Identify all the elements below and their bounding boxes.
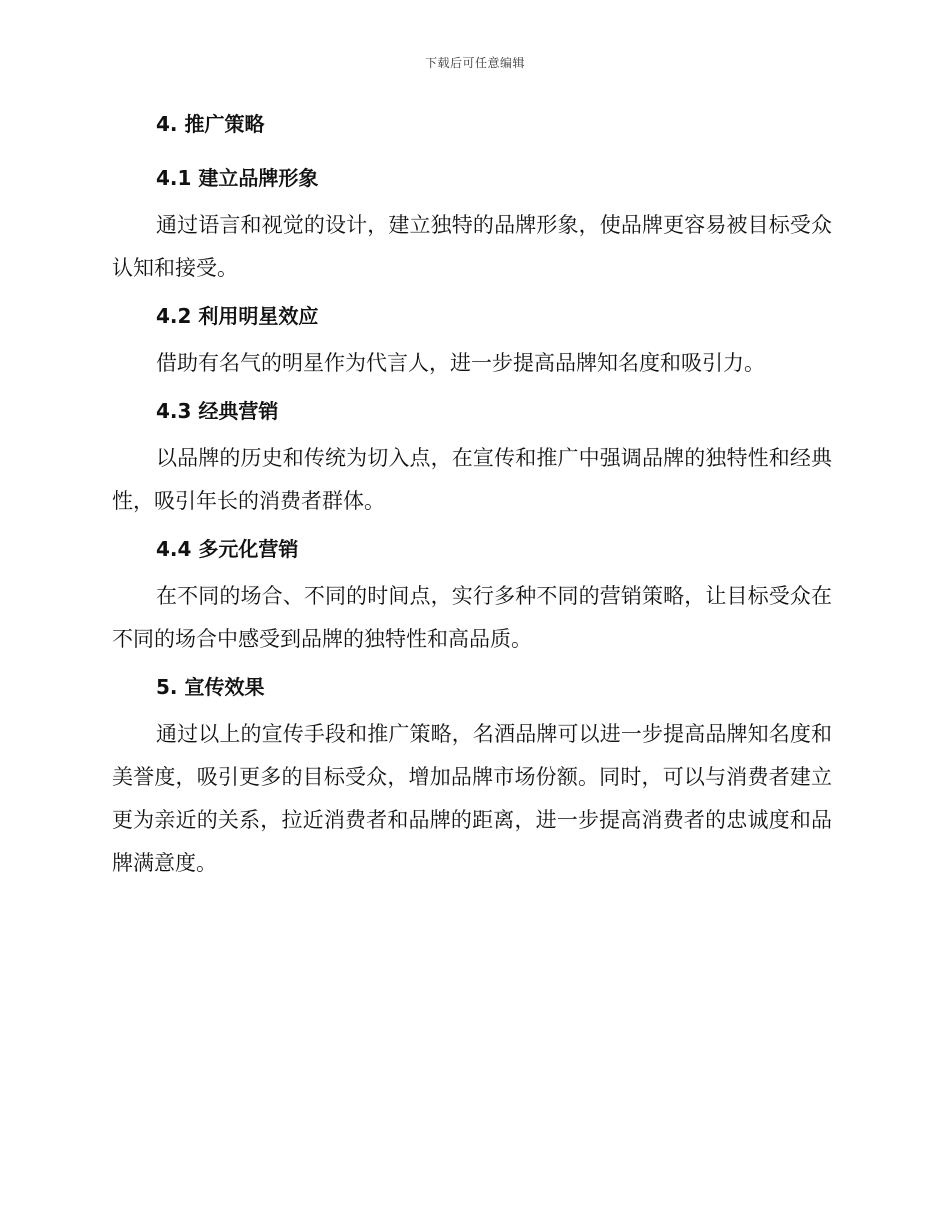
section-heading-4: 4. 推广策略: [156, 112, 265, 136]
section-heading-4-4: 4.4 多元化营销: [156, 537, 299, 561]
page-header: 下载后可任意编辑: [424, 56, 525, 70]
section-heading-4-1: 4.1 建立品牌形象: [156, 166, 319, 190]
section-heading-5: 5. 宣传效果: [156, 675, 265, 699]
section-body-5: 通过以上的宣传手段和推广策略，名酒品牌可以进一步提高品牌知名度和美誉度，吸引更多的目标受众，增加品牌市场份额。同时，可以与消费者建立更为亲近的关系，拉近消费者和品牌的距离，进一步提高消费者的忠诚度和品牌满意度。: [112, 722, 832, 875]
section-body-4-3: 以品牌的历史和传统为切入点，在宣传和推广中强调品牌的独特性和经典性，吸引年长的消费者群体。: [112, 446, 832, 513]
section-body-4-1: 通过语言和视觉的设计，建立独特的品牌形象，使品牌更容易被目标受众认知和接受。: [112, 213, 832, 280]
section-body-4-4: 在不同的场合、不同的时间点，实行多种不同的营销策略，让目标受众在不同的场合中感受到品牌的独特性和高品质。: [112, 584, 832, 651]
section-body-4-2: 借助有名气的明星作为代言人，进一步提高品牌知名度和吸引力。: [156, 351, 765, 375]
section-heading-4-2: 4.2 利用明星效应: [156, 304, 319, 328]
document-body: [112, 108, 832, 885]
section-heading-4-3: 4.3 经典营销: [156, 399, 279, 423]
